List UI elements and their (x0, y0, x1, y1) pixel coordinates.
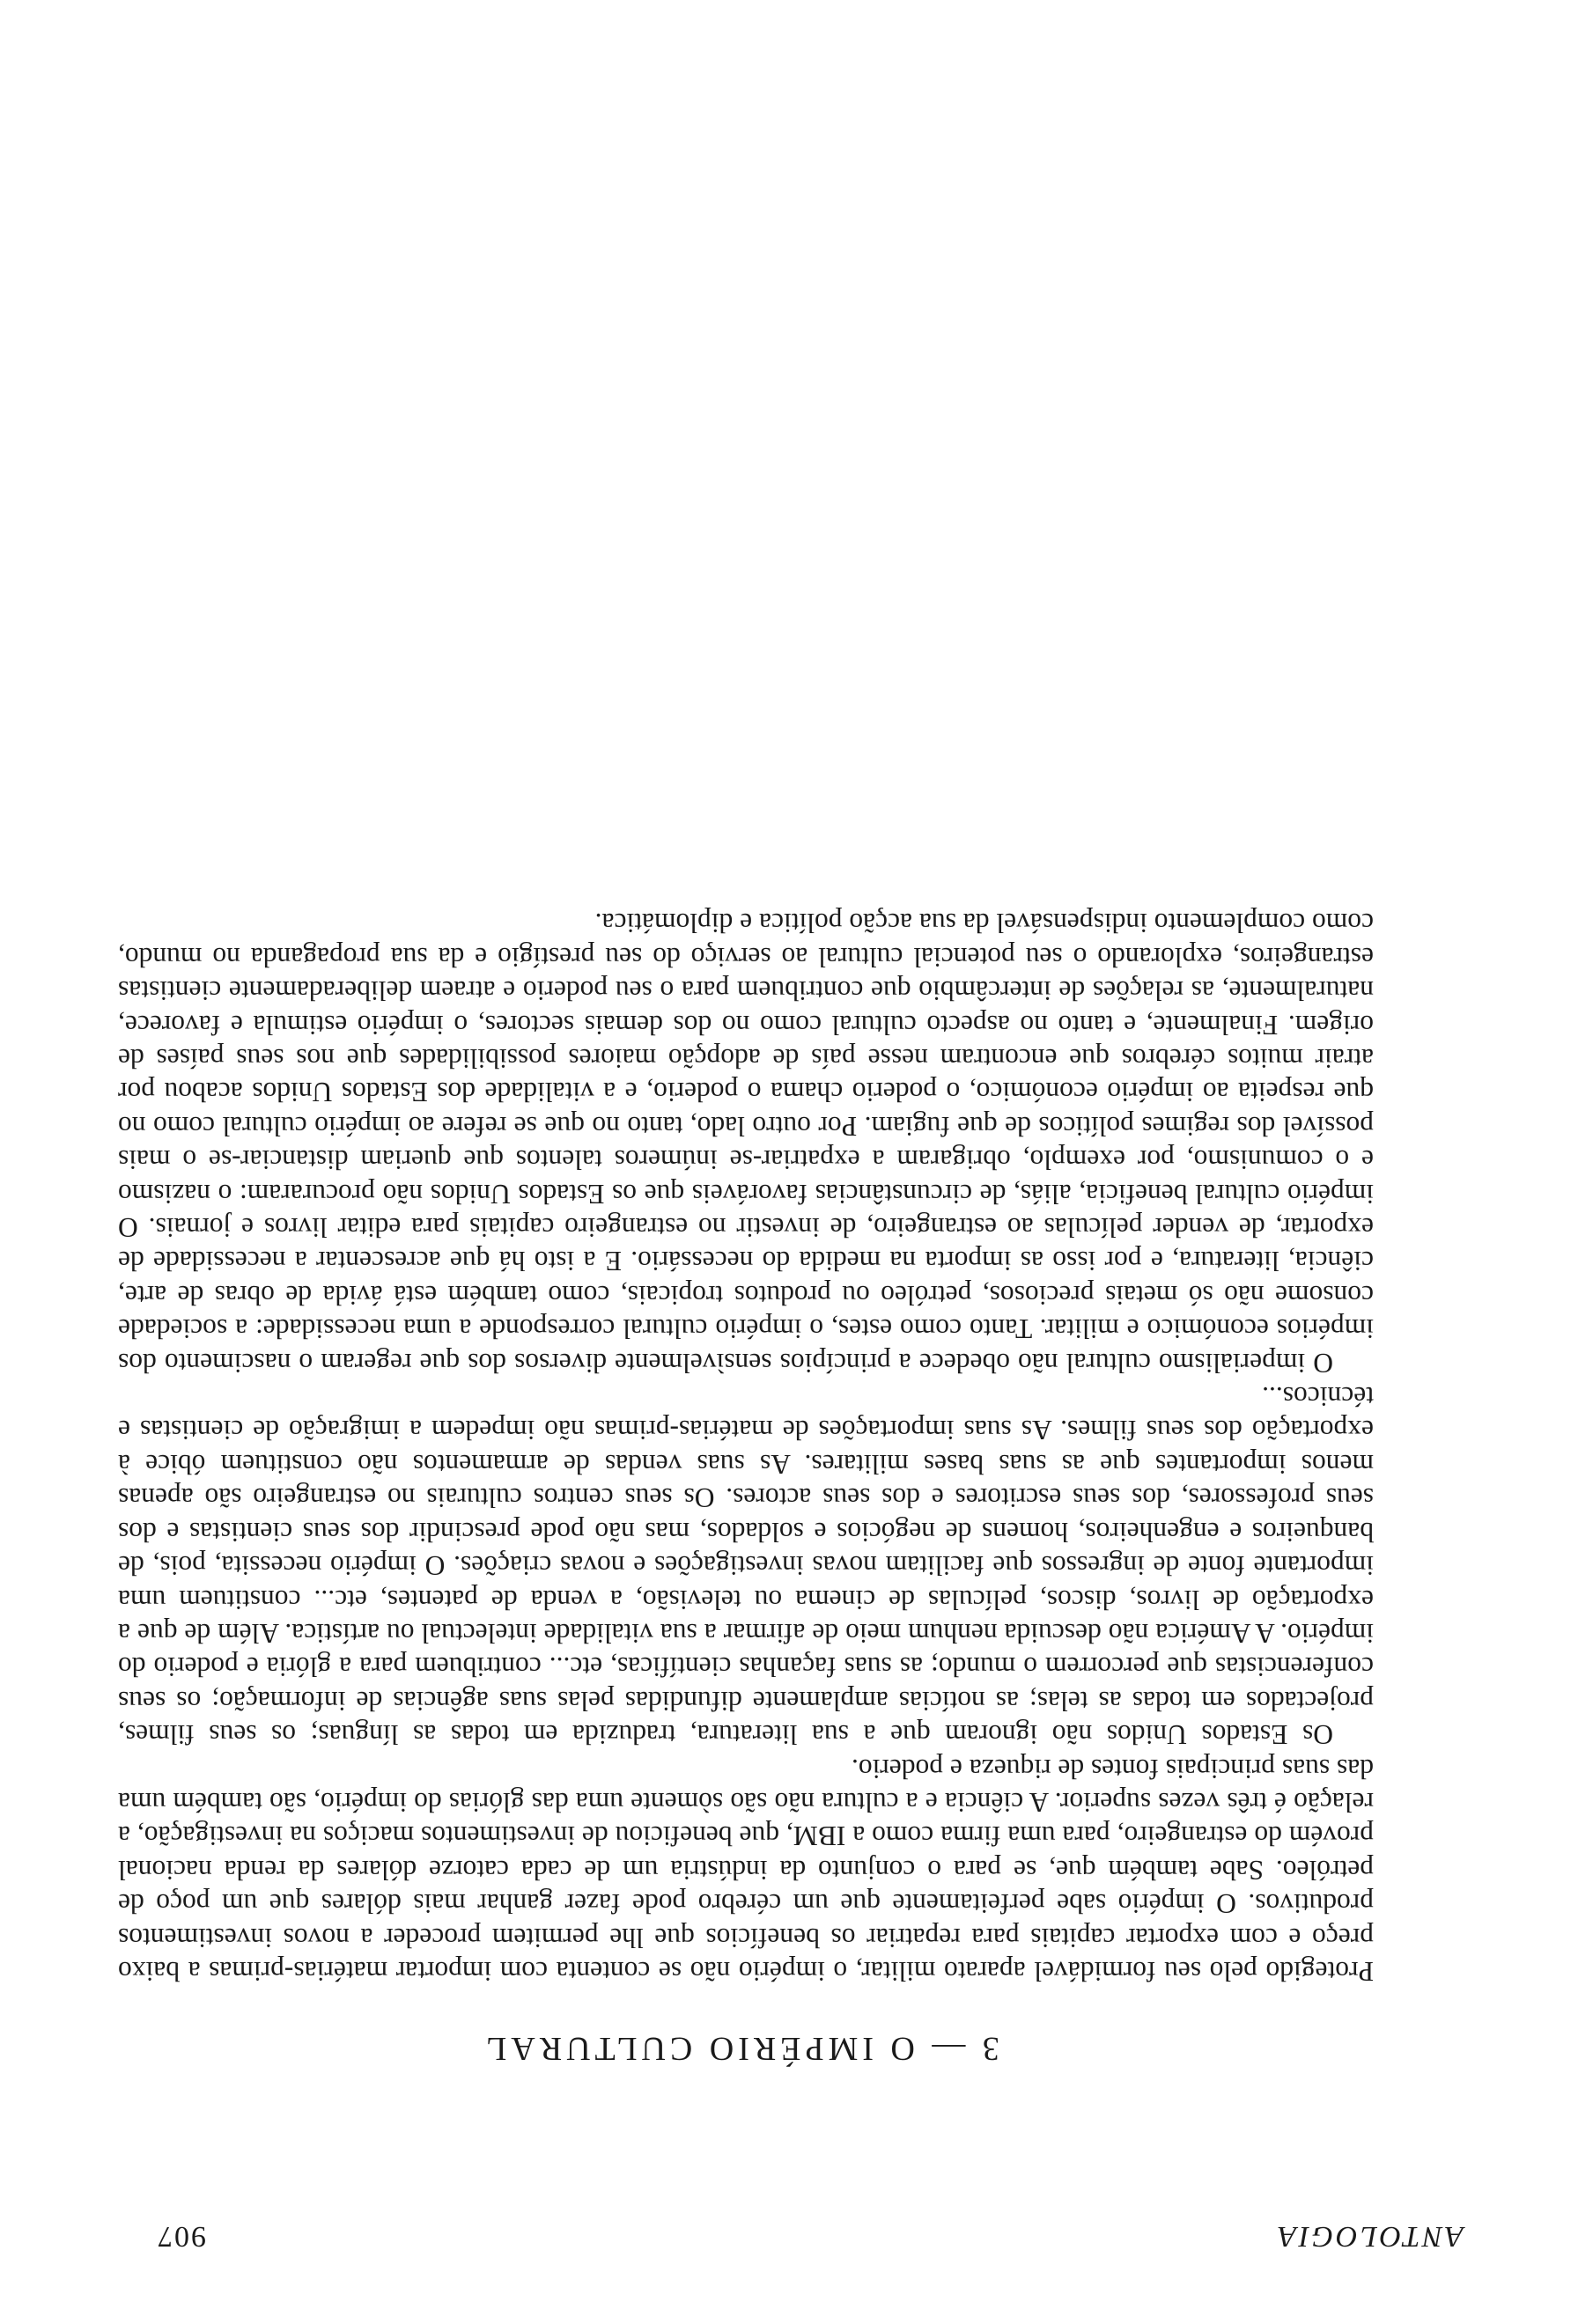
paragraph: Protegido pelo seu formidável aparato militar, o império não se contenta com importar matérias-primas a baixo preço e com exportar capitais para repatriar os benefícios que lhe permitem proceder a novos investimentos produtivos. O império sabe perfeitamente que um cérebro pode fazer ganhar mais dólares que um poço de petróleo. Sabe também que, se para o conjunto da indústria um de cada catorze dólares da renda nacional provém do estrangeiro, para uma firma como a IBM, que beneficiou de investimentos maciços na investigação, a relação é três vezes superior. A ciência e a cultura não são sòmente uma das glórias do império, são também uma das suas principais fontes de riqueza e poderio. (118, 1753, 1374, 1987)
paragraph: O imperialismo cultural não obedece a princípios sensìvelmente diversos dos que regeram o nascimento dos impérios económico e militar. Tanto como estes, o império cultural corresponde a uma necessidade: a sociedade consome não só metais preciosos, petróleo ou produtos tropicais, como também está ávida de obras de arte, ciência, literatura, e por isso as importa na medida do necessário. E a isto há que acrescentar a necessidade de exportar, de vender películas ao estrangeiro, de investir no estrangeiro capitais para editar livros e jornais. O império cultural beneficia, aliás, de circunstâncias favoráveis que os Estados Unidos não procuraram: o nazismo e o comunismo, por exemplo, obrigaram a expatriar-se inúmeros talentos que queriam distanciar-se o mais possível dos regimes políticos de que fugiam. Por outro lado, tanto no que se refere ao império cultural como no que respeita ao império económico, o poderio chama o poderio, e a vitalidade dos Estados Unidos acabou por atrair muitos cérebros que encontram nesse país de adopção maiores possibilidades que nos seus países de origem. Finalmente, e tanto no aspecto cultural como no dos demais sectores, o império estimula e favorece, naturalmente, as relações de intercâmbio que contribuem para o seu poderio e atraem deliberadamente cientistas estrangeiros, explorando o seu potencial cultural ao serviço do seu prestígio e da sua propaganda no mundo, como complemento indispensável da sua acção política e diplomática. (118, 908, 1374, 1379)
running-head (156, 2209, 1464, 2253)
running-title: ANTOLOGIA (1275, 2220, 1464, 2253)
page-number: 907 (156, 2220, 206, 2253)
paragraph: Os Estados Unidos não ignoram que a sua literatura, traduzida em todas as línguas; os seus filmes, projectados em todas as telas; as notícias amplamente difundidas pelas suas agências de informação; os seus conferencistas que percorrem o mundo; as suas façanhas científicas, etc... contribuem para a glória e poderio do império. A América não descuida nenhum meio de afirmar a sua vitalidade intelectual ou artística. Além de que a exportação de livros, discos, películas de cinema ou televisão, a venda de patentes, etc... constituem uma importante fonte de ingressos que facilitam novas investigações e novas criações. O império necessita, pois, de banqueiros e engenheiros, homens de negócios e soldados, mas não pode prescindir dos seus cientistas e dos seus professores, dos seus escritores e dos seus actores. Os seus centros culturais no estrangeiro são apenas menos importantes que as suas bases militares. As suas vendas de armamentos não constituem óbice à exportação dos seus filmes. As suas importações de matérias-primas não impedem a imigração de cientistas e técnicos... (118, 1381, 1374, 1751)
body-text (118, 906, 1374, 1988)
chapter-title: 3 — O IMPÉRIO CULTURAL (482, 2030, 999, 2067)
